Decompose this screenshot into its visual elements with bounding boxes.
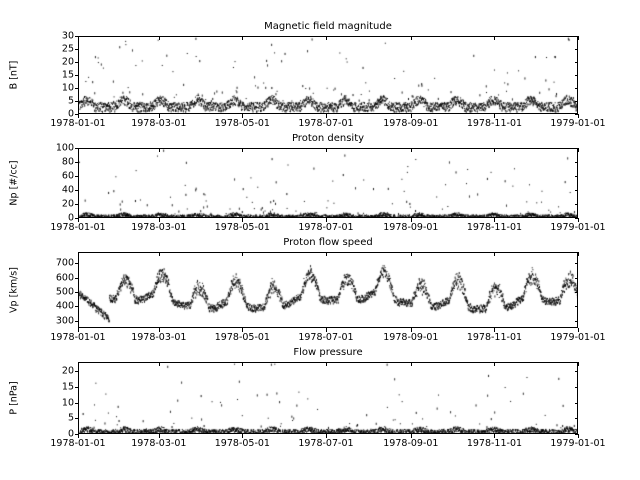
x-tick-mark bbox=[411, 218, 412, 222]
x-tick-mark-top bbox=[578, 362, 579, 366]
data-points-1 bbox=[79, 37, 578, 114]
x-tick-label: 1978-03-01 bbox=[131, 118, 187, 129]
y-tick-mark bbox=[75, 101, 79, 102]
y-tick-mark-right bbox=[575, 62, 579, 63]
y-tick-label: 40 bbox=[61, 184, 74, 196]
y-tick-mark bbox=[75, 176, 79, 177]
y-tick-mark-right bbox=[575, 162, 579, 163]
x-tick-mark-top bbox=[578, 252, 579, 256]
x-tick-mark-top bbox=[494, 36, 495, 40]
y-tick-mark bbox=[75, 190, 79, 191]
x-tick-label: 1978-09-01 bbox=[383, 332, 439, 343]
y-tick-label: 300 bbox=[55, 315, 74, 327]
x-tick-label: 1978-01-01 bbox=[50, 118, 106, 129]
x-tick-label: 1978-09-01 bbox=[383, 222, 439, 233]
x-tick-label: 1978-03-01 bbox=[131, 438, 187, 449]
y-tick-label: 500 bbox=[55, 286, 74, 298]
x-tick-mark-top bbox=[242, 252, 243, 256]
x-tick-mark-top bbox=[159, 252, 160, 256]
x-tick-mark-top bbox=[578, 148, 579, 152]
chart-panel-3 bbox=[8, 237, 606, 343]
x-tick-mark-top bbox=[411, 252, 412, 256]
y-tick-label: 60 bbox=[61, 170, 74, 182]
y-axis-label-3: Vp [km/s] bbox=[8, 267, 20, 313]
x-tick-mark bbox=[578, 218, 579, 222]
y-tick-mark-right bbox=[575, 321, 579, 322]
x-tick-mark bbox=[411, 114, 412, 118]
x-tick-mark-top bbox=[159, 36, 160, 40]
y-tick-mark-right bbox=[575, 263, 579, 264]
y-tick-label: 600 bbox=[55, 272, 74, 284]
y-tick-label: 20 bbox=[61, 198, 74, 210]
x-tick-mark bbox=[78, 328, 79, 332]
y-tick-label: 5 bbox=[67, 412, 74, 424]
x-tick-mark-top bbox=[242, 36, 243, 40]
x-tick-mark-top bbox=[411, 362, 412, 366]
x-tick-mark bbox=[159, 114, 160, 118]
x-tick-mark bbox=[242, 328, 243, 332]
y-tick-label: 80 bbox=[61, 156, 74, 168]
y-tick-mark bbox=[75, 321, 79, 322]
y-tick-label: 400 bbox=[55, 300, 74, 312]
y-tick-mark-right bbox=[575, 292, 579, 293]
chart-title-2: Proton density bbox=[291, 133, 365, 144]
y-tick-mark bbox=[75, 278, 79, 279]
x-tick-mark-top bbox=[578, 36, 579, 40]
x-tick-label: 1978-03-01 bbox=[131, 222, 187, 233]
x-tick-label: 1978-01-01 bbox=[50, 438, 106, 449]
x-tick-mark bbox=[242, 218, 243, 222]
chart-title-1: Magnetic field magnitude bbox=[264, 21, 392, 32]
x-tick-mark bbox=[159, 328, 160, 332]
x-tick-label: 1979-01-01 bbox=[550, 222, 606, 233]
y-tick-mark bbox=[75, 49, 79, 50]
x-tick-mark bbox=[494, 434, 495, 438]
x-tick-label: 1978-07-01 bbox=[298, 332, 354, 343]
x-tick-mark-top bbox=[326, 36, 327, 40]
x-tick-mark-top bbox=[411, 36, 412, 40]
x-tick-mark-top bbox=[242, 362, 243, 366]
x-tick-label: 1978-01-01 bbox=[50, 332, 106, 343]
data-points-4 bbox=[79, 363, 578, 434]
y-tick-mark-right bbox=[575, 190, 579, 191]
chart-panel-4 bbox=[8, 347, 606, 449]
x-tick-label: 1978-11-01 bbox=[466, 332, 523, 343]
y-tick-mark bbox=[75, 204, 79, 205]
data-points-2 bbox=[79, 149, 578, 218]
x-tick-mark bbox=[242, 114, 243, 118]
y-tick-mark-right bbox=[575, 387, 579, 388]
x-tick-mark bbox=[578, 434, 579, 438]
x-tick-label: 1978-05-01 bbox=[214, 332, 270, 343]
x-tick-mark-top bbox=[78, 148, 79, 152]
y-tick-mark-right bbox=[575, 403, 579, 404]
x-tick-mark bbox=[78, 434, 79, 438]
x-tick-mark bbox=[326, 328, 327, 332]
y-tick-mark-right bbox=[575, 204, 579, 205]
y-tick-mark bbox=[75, 418, 79, 419]
y-tick-mark bbox=[75, 88, 79, 89]
y-tick-mark-right bbox=[575, 88, 579, 89]
plot-area-2 bbox=[78, 148, 578, 218]
x-tick-label: 1978-07-01 bbox=[298, 222, 354, 233]
y-tick-label: 10 bbox=[61, 397, 74, 409]
y-tick-mark bbox=[75, 403, 79, 404]
x-tick-mark-top bbox=[159, 362, 160, 366]
x-tick-mark-top bbox=[326, 148, 327, 152]
x-tick-label: 1978-05-01 bbox=[214, 222, 270, 233]
y-tick-mark bbox=[75, 162, 79, 163]
x-tick-label: 1978-07-01 bbox=[298, 118, 354, 129]
y-tick-mark bbox=[75, 62, 79, 63]
y-tick-label: 15 bbox=[61, 381, 74, 393]
x-tick-mark-top bbox=[494, 252, 495, 256]
x-tick-label: 1979-01-01 bbox=[550, 332, 606, 343]
y-tick-label: 10 bbox=[61, 82, 74, 94]
chart-panel-2 bbox=[8, 133, 606, 233]
x-tick-mark bbox=[326, 218, 327, 222]
y-tick-label: 0 bbox=[67, 108, 74, 120]
x-tick-mark bbox=[326, 114, 327, 118]
y-tick-mark bbox=[75, 292, 79, 293]
x-tick-mark-top bbox=[326, 362, 327, 366]
x-tick-mark bbox=[159, 434, 160, 438]
x-tick-mark bbox=[578, 328, 579, 332]
x-tick-mark bbox=[494, 114, 495, 118]
x-tick-mark bbox=[494, 218, 495, 222]
x-tick-mark-top bbox=[242, 148, 243, 152]
x-tick-label: 1978-11-01 bbox=[466, 222, 523, 233]
y-tick-mark-right bbox=[575, 306, 579, 307]
x-tick-mark-top bbox=[411, 148, 412, 152]
chart-title-4: Flow pressure bbox=[293, 347, 363, 358]
x-tick-mark-top bbox=[78, 36, 79, 40]
chart-panel-1 bbox=[8, 21, 606, 129]
y-tick-mark-right bbox=[575, 75, 579, 76]
y-tick-label: 20 bbox=[61, 56, 74, 68]
y-tick-mark bbox=[75, 387, 79, 388]
x-tick-label: 1978-07-01 bbox=[298, 438, 354, 449]
x-tick-label: 1979-01-01 bbox=[550, 438, 606, 449]
y-tick-mark bbox=[75, 75, 79, 76]
chart-title-3: Proton flow speed bbox=[283, 237, 373, 248]
x-tick-mark bbox=[78, 114, 79, 118]
y-tick-label: 0 bbox=[67, 428, 74, 440]
y-tick-label: 30 bbox=[61, 30, 74, 42]
x-tick-mark bbox=[411, 434, 412, 438]
plot-area-3 bbox=[78, 252, 578, 328]
y-tick-mark-right bbox=[575, 176, 579, 177]
plot-area-1 bbox=[78, 36, 578, 114]
x-tick-label: 1978-05-01 bbox=[214, 438, 270, 449]
y-tick-mark-right bbox=[575, 101, 579, 102]
y-tick-mark-right bbox=[575, 418, 579, 419]
x-tick-mark-top bbox=[326, 252, 327, 256]
x-tick-label: 1978-11-01 bbox=[466, 118, 523, 129]
x-tick-mark-top bbox=[494, 362, 495, 366]
x-tick-mark bbox=[494, 328, 495, 332]
x-tick-mark bbox=[578, 114, 579, 118]
y-tick-mark-right bbox=[575, 371, 579, 372]
x-tick-label: 1979-01-01 bbox=[550, 118, 606, 129]
y-axis-label-2: Np [#/cc] bbox=[8, 160, 20, 206]
y-tick-mark bbox=[75, 306, 79, 307]
y-tick-label: 5 bbox=[67, 95, 74, 107]
y-tick-mark-right bbox=[575, 49, 579, 50]
y-axis-label-4: P [nPa] bbox=[8, 381, 20, 415]
x-tick-mark bbox=[78, 218, 79, 222]
x-tick-label: 1978-11-01 bbox=[466, 438, 523, 449]
y-tick-mark bbox=[75, 371, 79, 372]
plot-area-4 bbox=[78, 362, 578, 434]
y-tick-label: 20 bbox=[61, 365, 74, 377]
x-tick-mark bbox=[159, 218, 160, 222]
x-tick-mark bbox=[326, 434, 327, 438]
y-tick-label: 700 bbox=[55, 257, 74, 269]
y-tick-mark bbox=[75, 263, 79, 264]
y-tick-label: 0 bbox=[67, 212, 74, 224]
y-tick-label: 25 bbox=[61, 43, 74, 55]
x-tick-mark-top bbox=[494, 148, 495, 152]
x-tick-label: 1978-01-01 bbox=[50, 222, 106, 233]
x-tick-label: 1978-09-01 bbox=[383, 118, 439, 129]
y-axis-label-1: B [nT] bbox=[8, 60, 20, 90]
y-tick-mark-right bbox=[575, 278, 579, 279]
x-tick-mark-top bbox=[78, 252, 79, 256]
x-tick-mark bbox=[411, 328, 412, 332]
y-tick-label: 15 bbox=[61, 69, 74, 81]
x-tick-label: 1978-03-01 bbox=[131, 332, 187, 343]
x-tick-label: 1978-05-01 bbox=[214, 118, 270, 129]
data-points-3 bbox=[79, 253, 578, 328]
y-tick-label: 100 bbox=[55, 142, 74, 154]
x-tick-mark bbox=[242, 434, 243, 438]
x-tick-label: 1978-09-01 bbox=[383, 438, 439, 449]
x-tick-mark-top bbox=[159, 148, 160, 152]
x-tick-mark-top bbox=[78, 362, 79, 366]
